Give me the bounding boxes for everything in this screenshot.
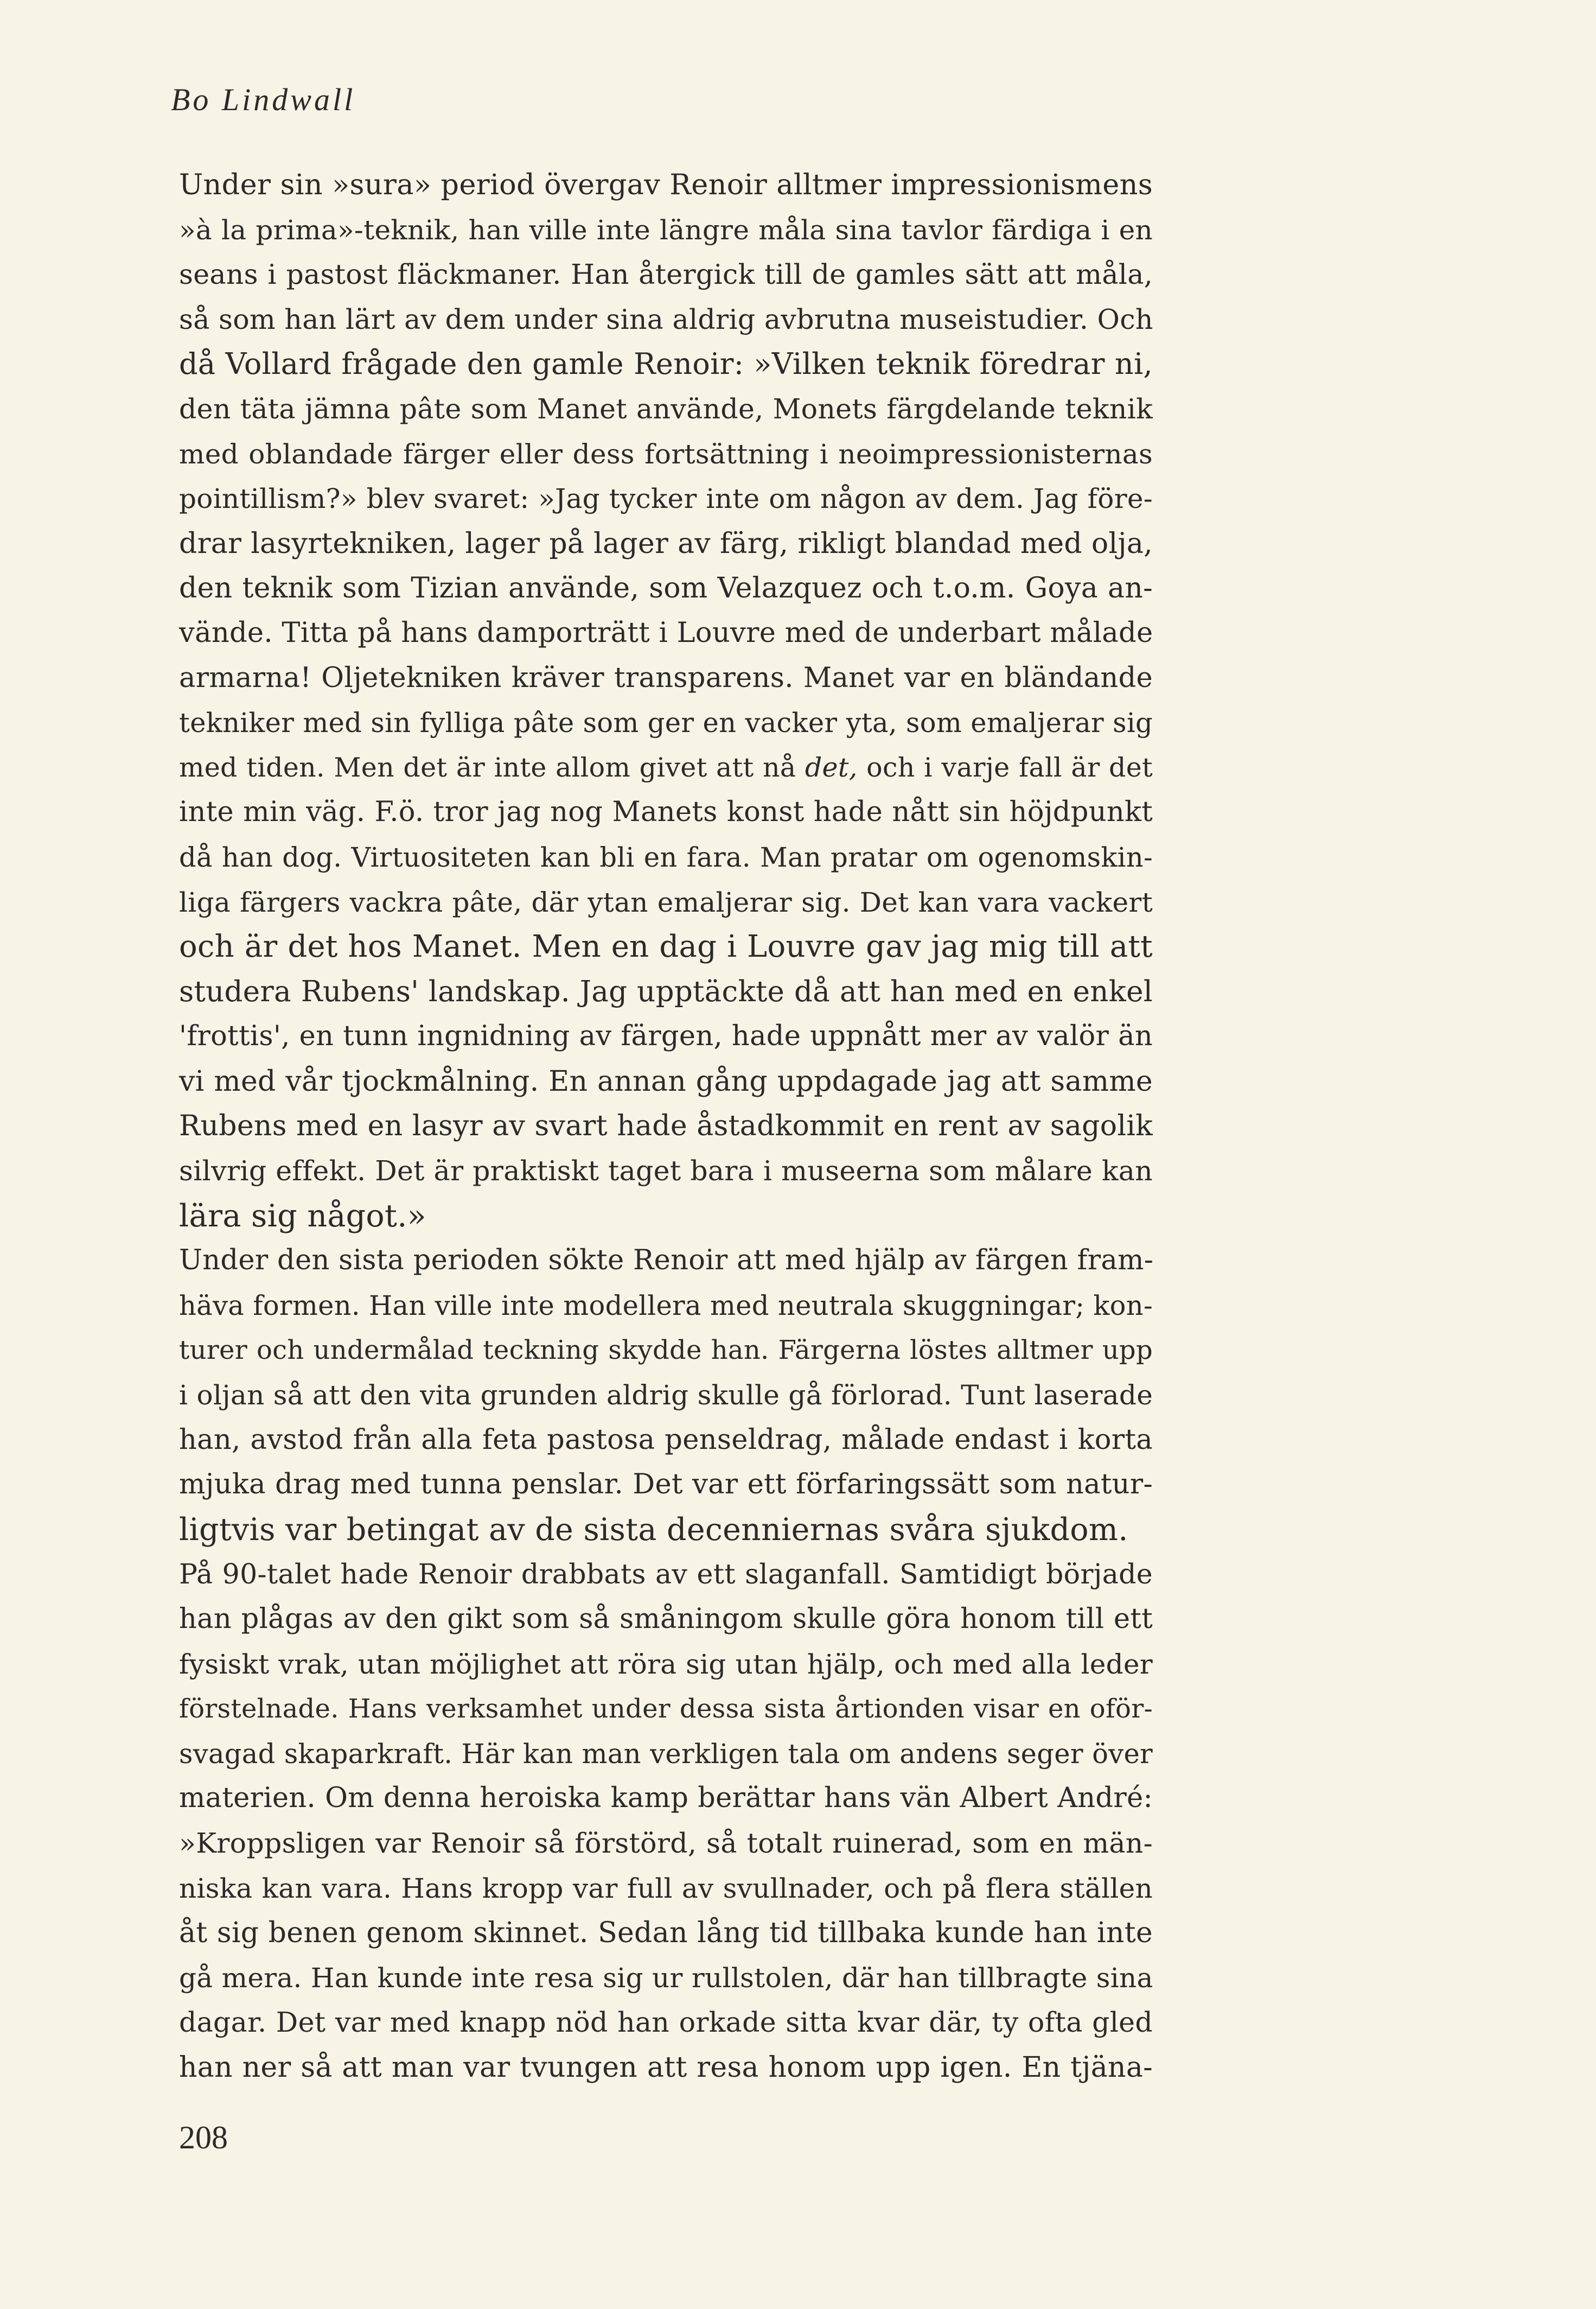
- text-line: gå mera. Han kunde inte resa sig ur rullstolen, där han tillbragte sina: [179, 1962, 1153, 1994]
- text-line: silvrig effekt. Det är praktiskt taget bara i museerna som målare kan: [179, 1155, 1153, 1187]
- text-line: seans i pastost fläckmaner. Han återgick till de gamles sätt att måla,: [179, 258, 1153, 291]
- text-line: niska kan vara. Hans kropp var full av svullnader, och på flera ställen: [179, 1872, 1153, 1904]
- text-line: [179, 746, 1153, 791]
- text-line: dagar. Det var med knapp nöd han orkade sitta kvar där, ty ofta gled: [179, 2006, 1153, 2039]
- text-line: vände. Titta på hans damporträtt i Louvre med de underbart målade: [179, 616, 1153, 649]
- text-line: drar lasyrtekniken, lager på lager av färg, rikligt blandad med olja,: [179, 527, 1153, 560]
- text-line: Under den sista perioden sökte Renoir att med hjälp av färgen fram-: [179, 1244, 1154, 1277]
- text-line: förstelnade. Hans verksamhet under dessa sista årtionden visar en oför-: [179, 1694, 1153, 1725]
- running-head-author: Bo Lindwall: [171, 82, 356, 117]
- text-segment: och i varje fall är det: [857, 752, 1153, 783]
- text-line: På 90-talet hade Renoir drabbats av ett slaganfall. Samtidigt började: [179, 1558, 1153, 1591]
- text-line: han plågas av den gikt som så småningom skulle göra honom till ett: [179, 1603, 1153, 1635]
- text-line: liga färgers vackra pâte, där ytan emaljerar sig. Det kan vara vackert: [179, 886, 1153, 918]
- text-line: lära sig något.»: [179, 1198, 426, 1234]
- text-line: Rubens med en lasyr av svart hade åstadkommit en rent av sagolik: [179, 1110, 1153, 1143]
- text-line: 'frottis', en tunn ingnidning av färgen, hade uppnått mer av valör än: [179, 1020, 1153, 1053]
- text-line: och är det hos Manet. Men en dag i Louvre gav jag mig till att: [179, 929, 1153, 965]
- text-line: »Kroppsligen var Renoir så förstörd, så totalt ruinerad, som en män-: [179, 1827, 1153, 1859]
- text-line: vi med vår tjockmålning. En annan gång uppdagade jag att samme: [179, 1065, 1153, 1098]
- text-line: materien. Om denna heroiska kamp berättar hans vän Albert André:: [179, 1782, 1153, 1815]
- text-line: tekniker med sin fylliga pâte som ger en vacker yta, som emaljerar sig: [179, 707, 1153, 739]
- text-line: den teknik som Tizian använde, som Velazquez och t.o.m. Goya an-: [179, 572, 1153, 605]
- text-line: åt sig benen genom skinnet. Sedan lång tid tillbaka kunde han inte: [179, 1917, 1153, 1950]
- text-line: Under sin »sura» period övergav Renoir alltmer impressionismens: [179, 168, 1153, 201]
- text-line: med oblandade färger eller dess fortsättning i neoimpressionisternas: [179, 438, 1153, 470]
- text-segment: med tiden. Men det är inte allom givet att nå: [179, 752, 805, 783]
- italic-emphasis: det,: [805, 752, 858, 783]
- text-line: mjuka drag med tunna penslar. Det var ett förfaringssätt som natur-: [179, 1468, 1153, 1501]
- text-line: armarna! Oljetekniken kräver transparens. Manet var en bländande: [179, 661, 1153, 694]
- text-line: han, avstod från alla feta pastosa penseldrag, målade endast i korta: [179, 1423, 1153, 1456]
- text-line: den täta jämna pâte som Manet använde, Monets färgdelande teknik: [179, 392, 1153, 425]
- text-line: »à la prima»-teknik, han ville inte längre måla sina tavlor färdiga i en: [179, 214, 1153, 246]
- text-line: svagad skaparkraft. Här kan man verkligen tala om andens seger över: [179, 1738, 1153, 1770]
- text-line: ligtvis var betingat av de sista decenniernas svåra sjukdom.: [179, 1511, 1128, 1548]
- text-line: turer och undermålad teckning skydde han. Färgerna löstes alltmer upp: [179, 1335, 1153, 1366]
- text-line: studera Rubens' landskap. Jag upptäckte då att han med en enkel: [179, 975, 1153, 1008]
- text-line: då han dog. Virtuositeten kan bli en fara. Man pratar om ogenomskin-: [179, 841, 1153, 873]
- text-line: pointillism?» blev svaret: »Jag tycker inte om någon av dem. Jag före-: [179, 483, 1153, 515]
- text-line: så som han lärt av dem under sina aldrig avbrutna museistudier. Och: [179, 303, 1153, 335]
- page-number: 208: [179, 2120, 228, 2155]
- text-line: då Vollard frågade den gamle Renoir: »Vilken teknik föredrar ni,: [179, 347, 1153, 381]
- text-line: han ner så att man var tvungen att resa honom upp igen. En tjäna-: [179, 2051, 1153, 2084]
- text-line: häva formen. Han ville inte modellera med neutrala skuggningar; kon-: [179, 1289, 1153, 1321]
- text-line: inte min väg. F.ö. tror jag nog Manets konst hade nått sin höjdpunkt: [179, 796, 1153, 829]
- text-line: fysiskt vrak, utan möjlighet att röra sig utan hjälp, och med alla leder: [179, 1648, 1153, 1680]
- body-text: [179, 163, 1153, 2090]
- text-line: i oljan så att den vita grunden aldrig skulle gå förlorad. Tunt laserade: [179, 1379, 1153, 1411]
